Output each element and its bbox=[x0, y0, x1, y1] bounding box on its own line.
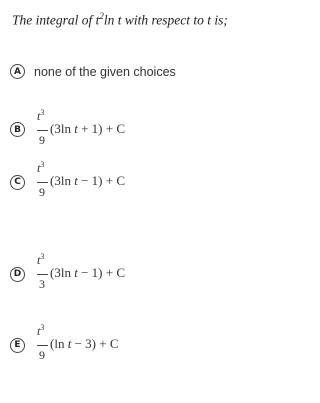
question-exponent: 2 bbox=[99, 11, 104, 21]
option-d-num-base: t bbox=[37, 253, 41, 267]
question-text bbox=[12, 11, 228, 29]
option-c-expression bbox=[50, 173, 125, 189]
question-var-2: t bbox=[117, 12, 122, 28]
option-c-numerator bbox=[37, 160, 44, 176]
option-b-expression bbox=[50, 121, 125, 137]
question-var: t bbox=[95, 12, 100, 28]
option-e-expression bbox=[50, 336, 119, 352]
option-b-denominator: 9 bbox=[39, 133, 45, 147]
option-b-numerator bbox=[37, 108, 44, 124]
option-c-num-exp: 3 bbox=[40, 160, 45, 169]
option-d-radio[interactable]: D bbox=[10, 267, 25, 282]
option-d-fraction-bar bbox=[37, 274, 48, 275]
option-c-expr-before: (3ln bbox=[50, 173, 75, 188]
question-ln: ln bbox=[103, 12, 118, 28]
option-e-fraction-bar bbox=[37, 345, 48, 346]
option-e-expr-before: (ln bbox=[50, 336, 68, 351]
option-e-formula bbox=[37, 323, 187, 367]
option-d-expr-before: (3ln bbox=[50, 265, 75, 280]
option-c-radio[interactable]: C bbox=[10, 175, 25, 190]
option-c-num-base: t bbox=[37, 161, 41, 175]
option-b-radio[interactable]: B bbox=[10, 122, 25, 137]
option-e-expr-var: t bbox=[67, 336, 72, 351]
option-d-expr-after: − 1) + C bbox=[77, 265, 125, 280]
option-a-label: none of the given choices bbox=[34, 64, 176, 79]
option-b-num-base: t bbox=[37, 109, 41, 123]
question-prefix: The integral of bbox=[12, 12, 96, 28]
question-suffix: with respect to t is; bbox=[121, 12, 228, 28]
option-c-formula bbox=[37, 160, 187, 204]
option-d-num-exp: 3 bbox=[40, 252, 45, 261]
option-b-expr-before: (3ln bbox=[50, 121, 75, 136]
option-c-fraction-bar bbox=[37, 182, 48, 183]
option-a[interactable] bbox=[10, 64, 176, 79]
option-e[interactable] bbox=[10, 323, 187, 367]
option-d-expression bbox=[50, 265, 125, 281]
option-d-formula bbox=[37, 252, 187, 296]
option-c[interactable] bbox=[10, 160, 187, 204]
option-d-numerator bbox=[37, 252, 44, 268]
option-a-radio[interactable]: A bbox=[10, 64, 25, 79]
option-b-expr-var: t bbox=[74, 121, 78, 136]
option-e-num-base: t bbox=[37, 324, 41, 338]
option-d[interactable] bbox=[10, 252, 187, 296]
option-d-denominator: 3 bbox=[39, 277, 45, 291]
option-c-expr-var: t bbox=[74, 173, 78, 188]
option-e-expr-after: − 3) + C bbox=[71, 336, 119, 351]
option-e-num-exp: 3 bbox=[40, 323, 45, 332]
option-d-expr-var: t bbox=[74, 265, 78, 280]
option-e-denominator: 9 bbox=[39, 348, 45, 362]
option-b-fraction-bar bbox=[37, 130, 48, 131]
option-e-numerator bbox=[37, 323, 44, 339]
option-b[interactable] bbox=[10, 108, 187, 152]
option-b-num-exp: 3 bbox=[40, 108, 45, 117]
option-b-expr-after: + 1) + C bbox=[77, 121, 125, 136]
option-e-radio[interactable]: E bbox=[10, 338, 25, 353]
option-c-expr-after: − 1) + C bbox=[77, 173, 125, 188]
option-c-denominator: 9 bbox=[39, 185, 45, 199]
option-b-formula bbox=[37, 108, 187, 152]
